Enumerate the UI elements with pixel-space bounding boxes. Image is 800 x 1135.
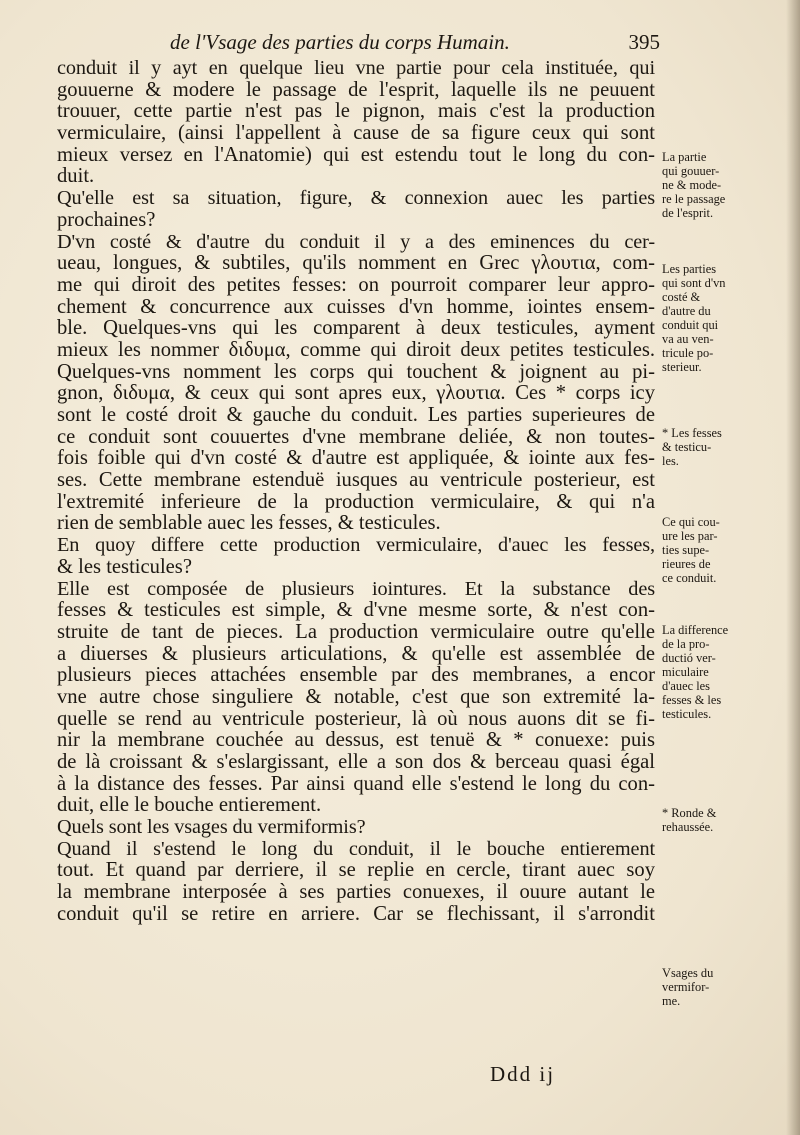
text-line: plusieurs pieces attachées ensemble par des membranes, a encor [57,664,655,687]
text-line: mieux les nommer διδυμα, comme qui diroit deux petites testicules. [57,338,655,361]
question-2 [47,535,655,578]
text-line: vermiculaire, (ainsi l'appellent à cause de sa figure ceux qui sont [57,122,655,145]
text-line: prochaines? [57,208,156,231]
text-line: conduit qu'il se retire en arriere. Car se flechissant, il s'arrondit [57,902,655,925]
running-title: de l'Vsage des parties du corps Humain. [170,30,510,54]
question-1 [47,188,655,231]
margin-note-line: sterieur. [662,360,702,374]
running-header [170,30,660,55]
text-line: me qui diroit des petites fesses: on pourroit comparer leur appro- [57,273,655,296]
margin-note-line: * Ronde & [662,806,717,820]
text-line: gouuerne & modere le passage de l'esprit, laquelle ils ne peuuent [57,78,655,101]
margin-note-line: testicules. [662,707,712,721]
margin-note-line: d'auec les [662,679,710,693]
paragraph-4 [47,839,655,926]
margin-note-line: vermifor- [662,980,710,994]
margin-note [662,150,782,220]
margin-note-line: miculaire [662,665,709,679]
margin-note-line: de la pro- [662,637,710,651]
text-line: En quoy differe cette production vermiculaire, d'auec les fesses, [57,534,655,557]
text-line: tout. Et quand par derriere, il se replie en cercle, tirant auec soy [57,859,655,882]
text-line: la membrane interposée à ses parties conuexes, il ouure autant le [57,881,655,904]
text-line: l'extremité inferieure de la production vermiculaire, & qui n'a [57,490,655,513]
margin-note-line: Les parties [662,262,717,276]
text-line: struite de tant de pieces. La production vermiculaire outre qu'elle [57,620,655,643]
text-line: duit. [57,165,95,188]
text-line: sont le costé droit & gauche du conduit. Les parties superieures de [57,404,655,426]
text-line: conduit il y ayt en quelque lieu vne partie pour cela instituée, qui [57,57,655,79]
margin-note-line: va au ven- [662,332,714,346]
margin-note [662,426,782,468]
text-line: rien de semblable auec les fesses, & testicules. [57,512,441,535]
margin-note-line: me. [662,994,681,1008]
margin-note-line: qui gouuer- [662,164,720,178]
question-3 [47,817,655,839]
text-line: duit, elle le bouche entierement. [57,794,322,817]
margin-note-line: conduit qui [662,318,719,332]
text-line: D'vn costé & d'autre du conduit il y a des eminences du cer- [57,230,655,253]
page-gutter-shadow [786,0,800,1135]
margin-note-line: les. [662,454,679,468]
margin-note-line: d'autre du [662,304,711,318]
margin-note-line: & testicu- [662,440,712,454]
text-line: quelle se rend au ventricule posterieur, là où nous auons dit se fi- [57,707,655,730]
text-line: nir la membrane couchée au dessus, est tenuë & * conuexe: puis [57,729,655,752]
margin-note [662,966,782,1008]
text-line: de là croissant & s'eslargissant, elle a son dos & berceau quasi égal [57,751,655,773]
margin-note-line: rehaussée. [662,820,714,834]
margin-note-line: ure les par- [662,529,718,543]
text-line: ble. Quelques-vns qui les comparent à deux testicules, ayment [57,317,655,340]
text-line: vne autre chose singuliere & notable, c'est que son extremité la- [57,685,655,708]
text-line: chement & concurrence aux cuisses d'vn homme, iointes ensem- [57,295,655,318]
paragraph-1 [47,58,655,188]
text-line: a diuerses & plusieurs articulations, & qu'elle est assemblée de [57,642,655,665]
margin-note-line: ductió ver- [662,651,716,665]
text-line: à la distance des fesses. Par ainsi quand elle s'estend le long du con- [57,772,655,795]
margin-note [662,262,782,374]
signature-mark: Ddd ij [490,1062,556,1086]
margin-note-line: * Les fesses [662,426,722,440]
text-line: fois foible qui d'vn costé & d'autre est appliquée, & iointe aux fes- [57,447,655,470]
main-text-column [47,58,655,926]
margin-note [662,515,782,585]
text-line: gnon, διδυμα, & ceux qui sont apres eux, γλουτια. Ces * corps icy [57,382,655,405]
margin-note-line: La partie [662,150,707,164]
margin-note-line: fesses & les [662,693,722,707]
margin-note-line: re le passage [662,192,726,206]
paragraph-2 [47,232,655,536]
text-line: Quelques-vns nomment les corps qui touchent & joignent au pi- [57,360,655,383]
text-line: & les testicules? [57,555,192,578]
margin-note-line: qui sont d'vn [662,276,726,290]
paragraph-3 [47,579,655,818]
margin-note [662,806,782,834]
margin-note-line: de l'esprit. [662,206,714,220]
text-line: Elle est composée de plusieurs iointures. Et la substance des [57,577,655,600]
text-line: mieux versez en l'Anatomie) qui est estendu tout le long du con- [57,143,655,166]
margin-note-line: La difference [662,623,729,637]
margin-note-line: ne & mode- [662,178,722,192]
margin-note-line: costé & [662,290,701,304]
margin-note-line: ce conduit. [662,571,717,585]
margin-note-line: Ce qui cou- [662,515,720,529]
text-line: Qu'elle est sa situation, figure, & connexion auec les parties [57,187,655,210]
margin-note-line: Vsages du [662,966,714,980]
text-line: Quels sont les vsages du vermiformis? [57,816,366,839]
text-line: ce conduit sont couuertes d'vne membrane deliée, & non toutes- [57,425,655,448]
text-line: trouuer, cette partie n'est pas le pignon, mais c'est la production [57,100,655,123]
text-line: ueau, longues, & subtiles, qu'ils nomment en Grec γλουτια, com- [57,252,655,275]
margin-note-line: ties supe- [662,543,710,557]
margin-note-line: rieures de [662,557,711,571]
margin-note [662,623,782,721]
text-line: ses. Cette membrane estenduë iusques au ventricule posterieur, est [57,469,655,492]
text-line: fesses & testicules est simple, & d'vne mesme sorte, & n'est con- [57,599,655,622]
margin-note-line: tricule po- [662,346,714,360]
page-number: 395 [628,30,660,54]
text-line: Quand il s'estend le long du conduit, il le bouche entierement [57,837,655,860]
